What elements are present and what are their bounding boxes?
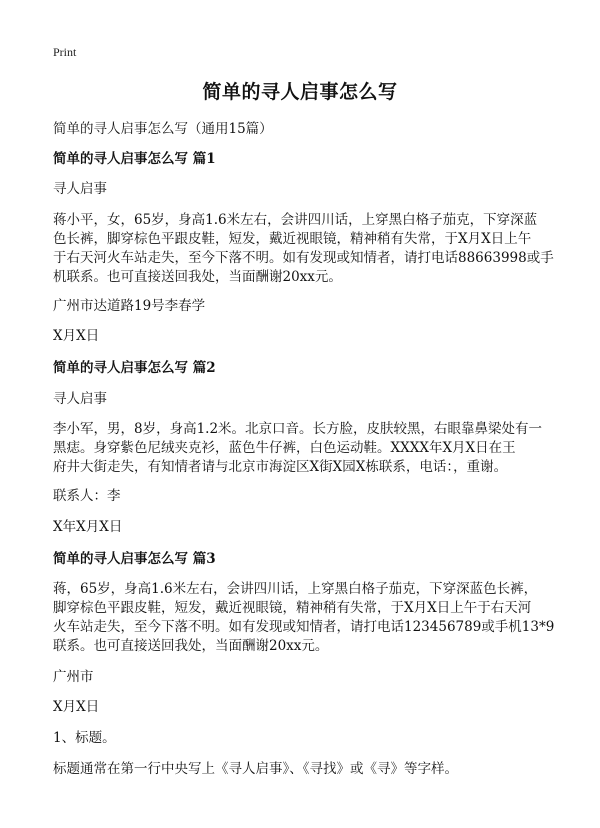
section-1-body-line: 色长裤，脚穿棕色平跟皮鞋，短发，戴近视眼镜，精神稍有失常，于X月X日上午 <box>53 231 532 247</box>
section-3-body-line: 蒋，65岁，身高1.6米左右，会讲四川话，上穿黑白格子茄克，下穿深蓝色长裤， <box>53 581 538 597</box>
section-2-body-line: 府井大街走失，有知情者请与北京市海淀区X街X园X栋联系，电话：，重谢。 <box>53 459 508 475</box>
section-2-contact: 联系人：李 <box>53 488 121 504</box>
section-heading-3: 简单的寻人启事怎么写 篇3 <box>53 551 216 567</box>
item-1-heading: 1、标题。 <box>53 730 116 746</box>
section-3-body-line: 脚穿棕色平跟皮鞋，短发，戴近视眼镜，精神稍有失常，于X月X日上午于右天河 <box>53 600 532 616</box>
section-3-date: X月X日 <box>53 699 100 715</box>
section-3-address: 广州市 <box>53 669 94 685</box>
item-1-body: 标题通常在第一行中央写上《寻人启事》、《寻找》或《寻》等字样。 <box>53 761 458 777</box>
section-3-body-line: 火车站走失，至今下落不明。如有发现或知情者，请打电话123456789或手机13*9 <box>53 619 555 635</box>
section-1-body-line: 蒋小平，女，65岁，身高1.6米左右，会讲四川话，上穿黑白格子茄克，下穿深蓝 <box>53 212 538 228</box>
section-2-body-line: 黑痣。身穿紫色尼绒夹克衫，蓝色牛仔裤，白色运动鞋。XXXX年X月X日在王 <box>53 440 516 456</box>
section-2-label: 寻人启事 <box>53 391 107 407</box>
section-1-date: X月X日 <box>53 328 100 344</box>
section-heading-2: 简单的寻人启事怎么写 篇2 <box>53 360 216 376</box>
section-2-body-line: 李小军，男，8岁，身高1.2米。北京口音。长方脸，皮肤较黑，右眼靠鼻梁处有一 <box>53 421 543 437</box>
section-1-label: 寻人启事 <box>53 181 107 197</box>
section-1-body-line: 于右天河火车站走失，至今下落不明。如有发现或知情者，请打电话88663998或手 <box>53 250 554 266</box>
section-1-body-line: 机联系。也可直接送回我处，当面酬谢20xx元。 <box>53 269 342 285</box>
page-title: 简单的寻人启事怎么写 <box>202 81 398 103</box>
section-3-body-line: 联系。也可直接送回我处，当面酬谢20xx元。 <box>53 638 329 654</box>
section-1-address: 广州市达道路19号李春学 <box>53 298 206 314</box>
section-2-date: X年X月X日 <box>53 519 123 535</box>
section-heading-1: 简单的寻人启事怎么写 篇1 <box>53 151 216 167</box>
print-link[interactable]: Print <box>53 45 77 59</box>
document-subtitle: 简单的寻人启事怎么写（通用15篇） <box>53 121 273 137</box>
